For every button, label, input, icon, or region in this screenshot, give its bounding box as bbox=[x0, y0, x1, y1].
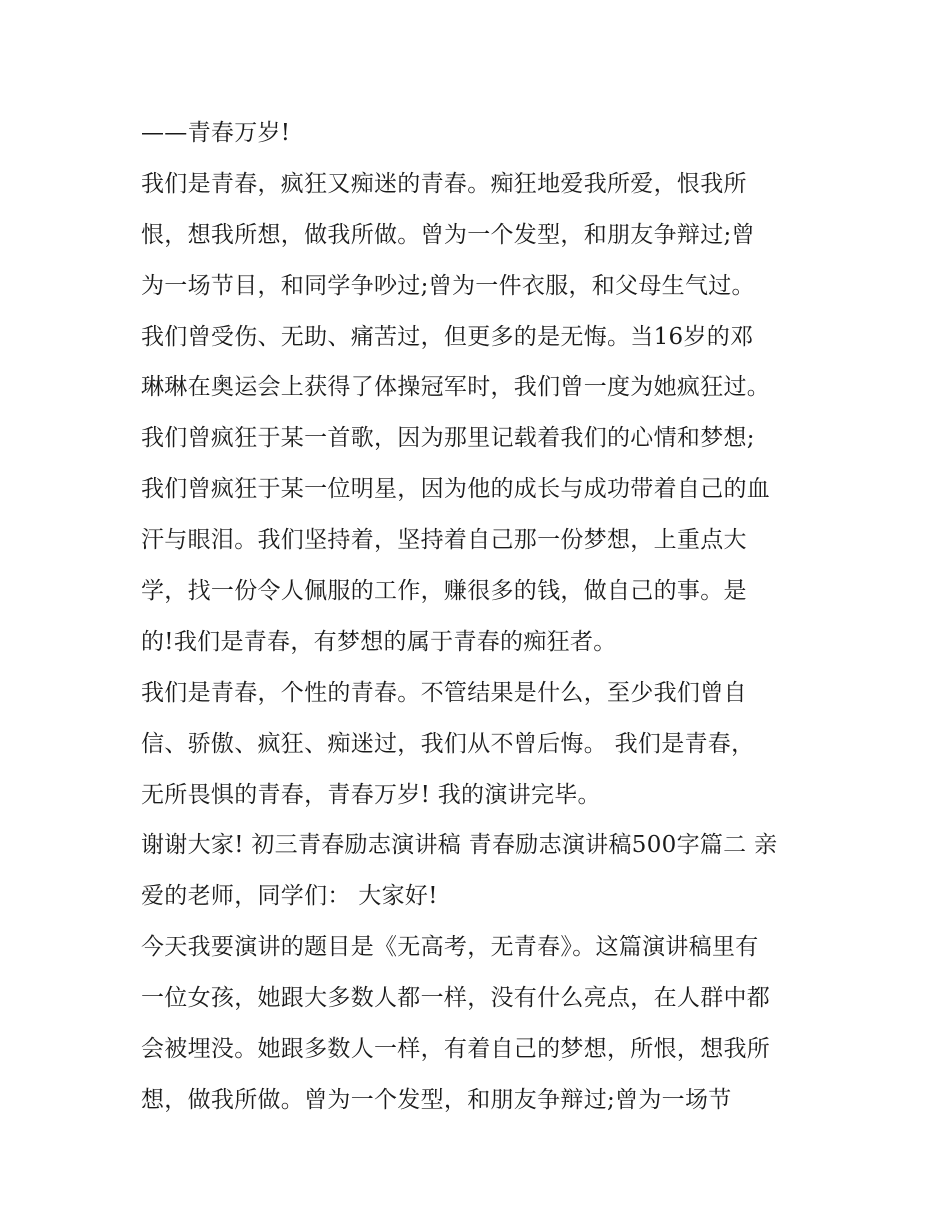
text-line: 无所畏惧的青春，青春万岁! 我的演讲完毕。 bbox=[141, 781, 601, 808]
text-line: 汗与眼泪。我们坚持着，坚持着自己那一份梦想，上重点大 bbox=[141, 527, 747, 554]
text-line: 会被埋没。她跟多数人一样，有着自己的梦想，所恨，想我所 bbox=[141, 1036, 771, 1063]
text-line: 谢谢大家! 初三青春励志演讲稿 青春励志演讲稿500字篇二 亲 bbox=[141, 832, 778, 859]
text-line: 的!我们是青春，有梦想的属于青春的痴狂者。 bbox=[141, 628, 617, 655]
speech-text-block bbox=[141, 108, 821, 1126]
text-line: 我们曾疯狂于某一首歌，因为那里记载着我们的心情和梦想; bbox=[141, 425, 755, 452]
text-line: ——青春万岁! bbox=[141, 120, 291, 146]
text-line: 为一场节目，和同学争吵过;曾为一件衣服，和父母生气过。 bbox=[141, 272, 755, 299]
text-line: 我们是青春，疯狂又痴迷的青春。痴狂地爱我所爱，恨我所 bbox=[141, 170, 747, 197]
text-line: 我们曾受伤、无助、痛苦过，但更多的是无悔。当16岁的邓 bbox=[141, 323, 754, 350]
text-line: 我们是青春，个性的青春。不管结果是什么，至少我们曾自 bbox=[141, 679, 747, 706]
text-line: 我们曾疯狂于某一位明星，因为他的成长与成功带着自己的血 bbox=[141, 476, 771, 503]
text-line: 爱的老师，同学们： 大家好! bbox=[141, 883, 438, 910]
text-line: 琳琳在奥运会上获得了体操冠军时，我们曾一度为她疯狂过。 bbox=[141, 374, 771, 401]
text-line: 信、骄傲、疯狂、痴迷过，我们从不曾后悔。 我们是青春， bbox=[141, 730, 755, 757]
text-line: 恨，想我所想，做我所做。曾为一个发型，和朋友争辩过;曾 bbox=[141, 221, 755, 248]
text-line: 学，找一份令人佩服的工作，赚很多的钱，做自己的事。是 bbox=[141, 578, 747, 605]
text-line: 想，做我所做。曾为一个发型，和朋友争辩过;曾为一场节 bbox=[141, 1086, 732, 1113]
text-line: 一位女孩，她跟大多数人都一样，没有什么亮点，在人群中都 bbox=[141, 985, 771, 1012]
text-line: 今天我要演讲的题目是《无高考，无青春》。这篇演讲稿里有 bbox=[141, 934, 759, 961]
